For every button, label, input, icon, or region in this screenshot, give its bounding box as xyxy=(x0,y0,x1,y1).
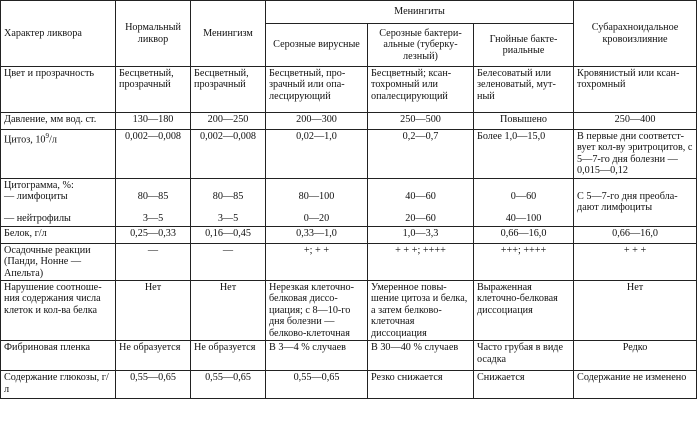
fibrin-bacterial: В 30—40 % случаев xyxy=(368,341,474,371)
glucose-meningism: 0,55—0,65 xyxy=(191,371,266,399)
cytosis-label-prefix: Цитоз, 10 xyxy=(4,134,46,146)
protein-purulent: 0,66—16,0 xyxy=(474,226,574,243)
pressure-purulent: Повышено xyxy=(474,113,574,130)
fibrin-normal: Не образуется xyxy=(116,341,191,371)
dissociation-viral: Нерезкая клеточно-белковая диссоциация; с 8—10-го дня болезни — белково-клеточная xyxy=(266,281,368,341)
cytogram-sah: С 5—7-го дня преобладают лимфоциты xyxy=(574,178,697,226)
cytosis-meningism: 0,002—0,008 xyxy=(191,130,266,179)
row-color xyxy=(1,67,697,113)
cytogram-viral-neutro: 0—20 xyxy=(303,213,330,225)
cytosis-viral: 0,02—1,0 xyxy=(266,130,368,179)
header-meningism: Менингизм xyxy=(191,1,266,67)
sediment-meningism: — xyxy=(191,243,266,280)
row-pressure xyxy=(1,113,697,130)
glucose-label: Содержание глюкозы, г/л xyxy=(1,371,116,399)
cytosis-label-sup: 9 xyxy=(45,132,50,140)
row-glucose xyxy=(1,371,697,399)
cytogram-meningism xyxy=(191,178,266,226)
protein-normal: 0,25—0,33 xyxy=(116,226,191,243)
dissociation-sah: Нет xyxy=(574,281,697,341)
header-serous-viral: Серозные вирусные xyxy=(266,24,368,67)
color-bacterial: Бесцветный; ксантохромный или опалесцирующий xyxy=(368,67,474,113)
glucose-sah: Содержание не изменено xyxy=(574,371,697,399)
cytogram-viral xyxy=(266,178,368,226)
cytosis-normal: 0,002—0,008 xyxy=(116,130,191,179)
cytosis-label-suffix: /л xyxy=(49,134,57,146)
fibrin-label: Фибриновая пленка xyxy=(1,341,116,371)
cytogram-viral-lymph: 80—100 xyxy=(298,191,335,203)
row-protein xyxy=(1,226,697,243)
cytogram-bacterial xyxy=(368,178,474,226)
protein-meningism: 0,16—0,45 xyxy=(191,226,266,243)
cytogram-normal xyxy=(116,178,191,226)
color-normal: Бесцветный, прозрачный xyxy=(116,67,191,113)
sediment-viral: +; + + xyxy=(266,243,368,280)
cytogram-purulent-neutro: 40—100 xyxy=(505,213,542,225)
sediment-label: Осадочные реакции (Панди, Нонне — Апельта) xyxy=(1,243,116,280)
cytosis-sah: В первые дни соответствует кол-ву эритроцитов, с 5—7-го дня болезни — 0,015—0,12 xyxy=(574,130,697,179)
cytogram-label: Цитограмма, %: xyxy=(4,179,74,191)
fibrin-viral: В 3—4 % случаев xyxy=(266,341,368,371)
protein-bacterial: 1,0—3,3 xyxy=(368,226,474,243)
fibrin-purulent: Часто грубая в виде осадка xyxy=(474,341,574,371)
header-serous-bacterial: Серозные бактериальные (туберкулезный) xyxy=(368,24,474,67)
dissociation-label: Нарушение соотношения содержания числа клеток и кол-ва белка xyxy=(1,281,116,341)
color-viral: Бесцветный, прозрачный или опалесцирующий xyxy=(266,67,368,113)
pressure-viral: 200—300 xyxy=(266,113,368,130)
cytogram-bacterial-lymph: 40—60 xyxy=(405,191,436,203)
dissociation-bacterial: Умеренное повышение цитоза и белка, а затем белково-клеточная диссоциация xyxy=(368,281,474,341)
sediment-sah: + + + xyxy=(574,243,697,280)
row-cytogram xyxy=(1,178,697,226)
cytogram-normal-neutro: 3—5 xyxy=(142,213,164,225)
glucose-viral: 0,55—0,65 xyxy=(266,371,368,399)
header-row-1 xyxy=(1,1,697,24)
cytogram-label-cell xyxy=(1,178,116,226)
glucose-purulent: Снижается xyxy=(474,371,574,399)
cytogram-meningism-neutro: 3—5 xyxy=(217,213,239,225)
pressure-sah: 250—400 xyxy=(574,113,697,130)
row-dissociation xyxy=(1,281,697,341)
pressure-normal: 130—180 xyxy=(116,113,191,130)
fibrin-sah: Редко xyxy=(574,341,697,371)
header-meningitis: Менингиты xyxy=(266,1,574,24)
header-normal: Нормальный ликвор xyxy=(116,1,191,67)
cytogram-lymph-label: — лимфоциты xyxy=(4,191,68,203)
header-subarachnoid: Субарахноидальное кровоизлияние xyxy=(574,1,697,67)
cytosis-bacterial: 0,2—0,7 xyxy=(368,130,474,179)
fibrin-meningism: Не образуется xyxy=(191,341,266,371)
row-sediment xyxy=(1,243,697,280)
glucose-bacterial: Резко снижается xyxy=(368,371,474,399)
header-purulent: Гнойные бактериальные xyxy=(474,24,574,67)
dissociation-meningism: Нет xyxy=(191,281,266,341)
color-purulent: Белесоватый или зеленоватый, мутный xyxy=(474,67,574,113)
cytogram-purulent xyxy=(474,178,574,226)
pressure-bacterial: 250—500 xyxy=(368,113,474,130)
dissociation-normal: Нет xyxy=(116,281,191,341)
row-fibrin xyxy=(1,341,697,371)
sediment-purulent: +++; ++++ xyxy=(474,243,574,280)
color-meningism: Бесцветный, прозрачный xyxy=(191,67,266,113)
dissociation-purulent: Выраженная клеточно-белковая диссоциация xyxy=(474,281,574,341)
color-label: Цвет и прозрачность xyxy=(1,67,116,113)
cytogram-purulent-lymph: 0—60 xyxy=(510,191,537,203)
sediment-bacterial: + + +; ++++ xyxy=(368,243,474,280)
protein-label: Белок, г/л xyxy=(1,226,116,243)
cytogram-neutro-label: — нейтрофилы xyxy=(4,213,71,225)
glucose-normal: 0,55—0,65 xyxy=(116,371,191,399)
pressure-meningism: 200—250 xyxy=(191,113,266,130)
cytosis-purulent: Более 1,0—15,0 xyxy=(474,130,574,179)
protein-viral: 0,33—1,0 xyxy=(266,226,368,243)
protein-sah: 0,66—16,0 xyxy=(574,226,697,243)
sediment-normal: — xyxy=(116,243,191,280)
cytogram-meningism-lymph: 80—85 xyxy=(212,191,244,203)
pressure-label: Давление, мм вод. ст. xyxy=(1,113,116,130)
row-cytosis xyxy=(1,130,697,179)
header-characteristic: Характер ликвора xyxy=(1,1,116,67)
cytosis-label xyxy=(1,130,116,179)
color-sah: Кровянистый или ксантохромный xyxy=(574,67,697,113)
cytogram-normal-lymph: 80—85 xyxy=(137,191,169,203)
cytogram-bacterial-neutro: 20—60 xyxy=(405,213,436,225)
